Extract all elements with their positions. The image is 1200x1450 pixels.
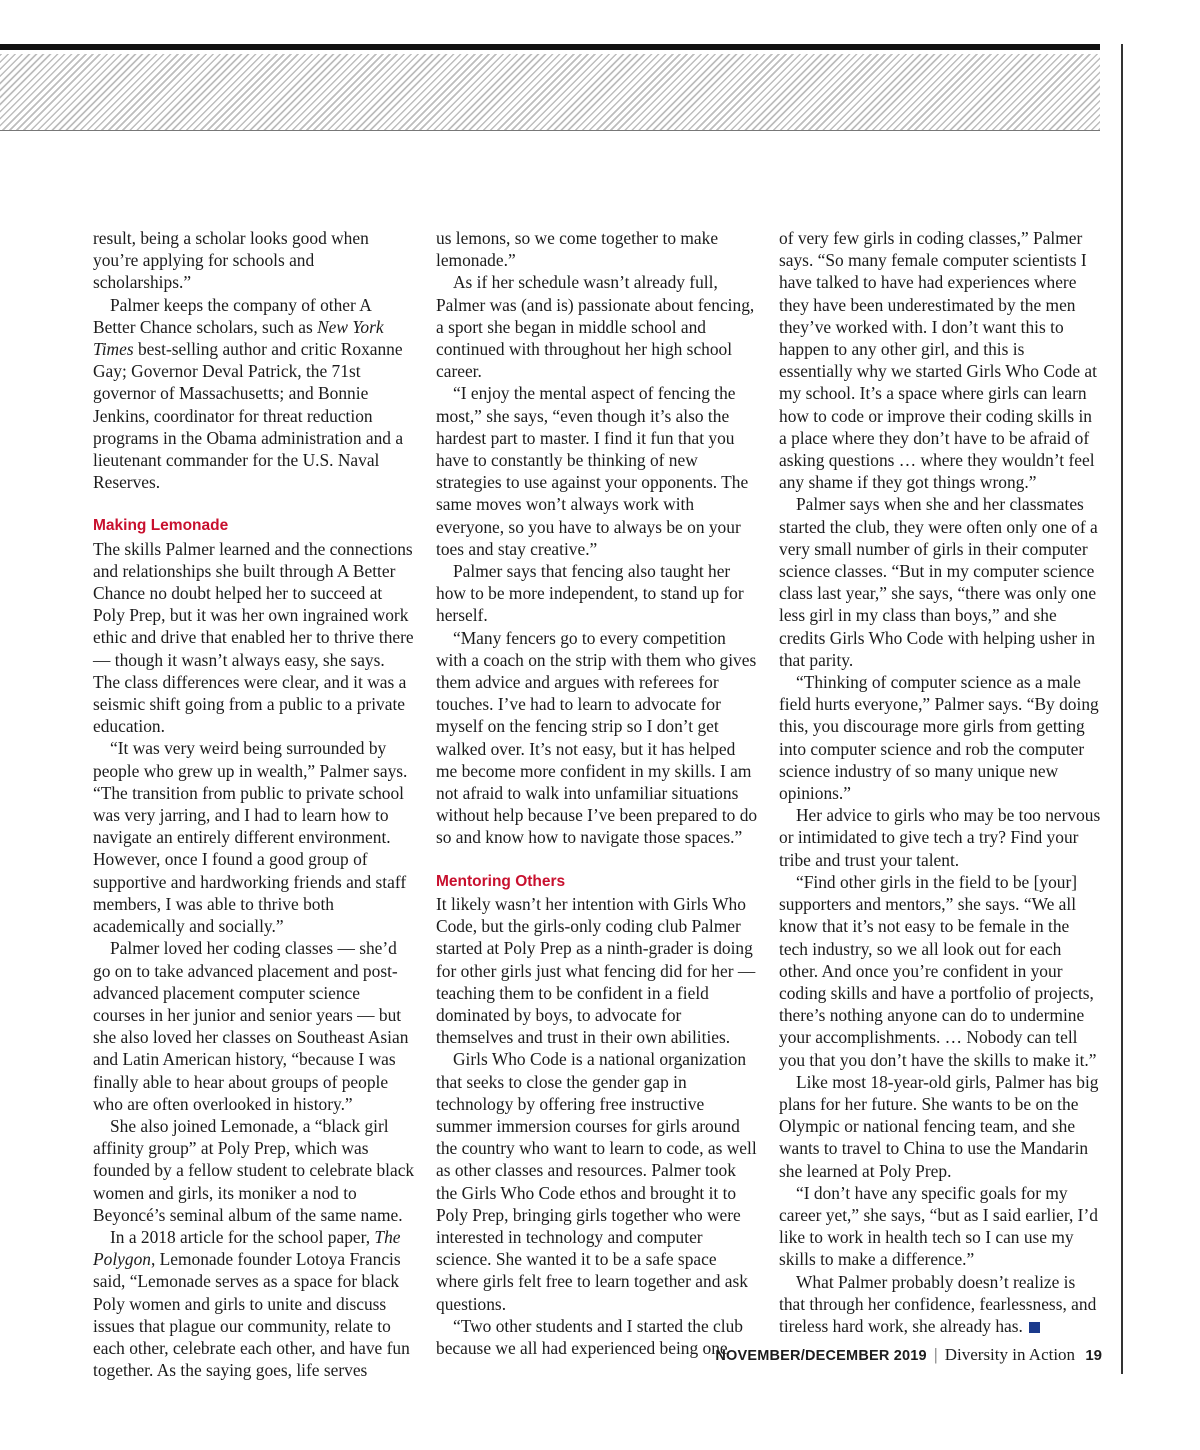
paragraph: of very few girls in coding classes,” Palmer says. “So many female computer scientists I have talked to have had experiences where they have been underestimated by the men they’ve worked with. I don’t want this to happen to any other girl, and this is essentially why we started Girls Who Code at my school. It’s a space where girls can learn how to code or improve their coding skills in a place where they don’t have to be afraid of asking questions … where they wouldn’t feel any shame if they got things wrong.” (779, 228, 1097, 493)
text-run: Palmer keeps the company of other A Better Chance scholars, such as (93, 294, 371, 337)
issue-date: NOVEMBER/DECEMBER 2019 (715, 1348, 927, 1364)
paragraph: Palmer says when she and her classmates started the club, they were often only one of a very small number of girls in their computer science classes. “But in my computer science class last year,” she says, “there was only one less girl in my class than boys,” and she credits Girls Who Code with helping usher in that parity. (779, 494, 1098, 670)
paragraph: It likely wasn’t her intention with Girls Who Code, but the girls-only coding club Palmer started at Poly Prep as a ninth-grader is doing for other girls just what fencing did for her — teaching them to be confident in a field dominated by boys, to advocate for themselves and trust in their own abilities. (436, 893, 756, 1048)
paragraph: “I enjoy the mental aspect of fencing the most,” she says, “even though it’s also the hardest part to master. I find it fun that you have to constantly be thinking of new strategies to use against your opponents. The same moves won’t always work with everyone, so you have to always be on your toes and stay creative.” (436, 383, 749, 559)
end-of-article-square-icon (1029, 1322, 1040, 1333)
italic-title: The Polygon (93, 1226, 401, 1270)
text-run: In a 2018 article for the school paper, (110, 1226, 375, 1247)
paragraph: “It was very weird being surrounded by people who grew up in wealth,” Palmer says. “The transition from public to private school was very jarring, and I had to learn how to navigate an entirely different environment. However, once I found a good group of supportive and hardworking friends and staff members, I was able to thrive both academically and socially.” (93, 738, 408, 937)
magazine-name: Diversity in Action (944, 1345, 1076, 1364)
paragraph: As if her schedule wasn’t already full, Palmer was (and is) passionate about fencing, a sport she began in middle school and continued with throughout her high school career. (436, 272, 755, 382)
paragraph: “Find other girls in the field to be [your] supporters and mentors,” she says. “We all know that it’s not easy to be female in the tech industry, so we all look out for each other. And once you’re confident in your coding skills and have a portfolio of projects, there’s nothing anyone can do to undermine your accomplishments. … Nobody can tell you that you don’t have the skills to make it.” (779, 871, 1097, 1070)
paragraph (93, 1226, 415, 1381)
header-hatch-band (0, 54, 1100, 131)
section-heading-making-lemonade: Making Lemonade (93, 517, 229, 535)
text-run: best-selling author and critic Roxanne Gay; Governor Deval Patrick, the 71st governor of Massachusetts; and Bonnie Jenkins, coordinator for threat reduction programs in the Obama administration and a lieutenant commander for the U.S. Naval Reserves. (93, 339, 404, 493)
paragraph: “Thinking of computer science as a male field hurts everyone,” Palmer says. “By doing this, you discourage more girls from getting into computer science and rob the computer science industry of so many unique new opinions.” (779, 672, 1099, 804)
text-run: What Palmer probably doesn’t realize is that through her confidence, fearlessness, and tireless hard work, she already has. (779, 1271, 1097, 1336)
paragraph: us lemons, so we come together to make lemonade.” (436, 228, 719, 271)
paragraph (779, 1271, 1101, 1338)
paragraph: Like most 18-year-old girls, Palmer has big plans for her future. She wants to be on the Olympic or national fencing team, and she wants to travel to China to use the Mandarin she learned at Poly Prep. (779, 1071, 1099, 1181)
paragraph: Palmer says that fencing also taught her how to be more independent, to stand up for herself. (436, 561, 744, 626)
italic-title: New York Times (93, 316, 384, 360)
paragraph: The skills Palmer learned and the connections and relationships she built through A Better Chance no doubt helped her to succeed at Poly Prep, but it was her own ingrained work ethic and drive that enabled her to thrive there — though it wasn’t always easy, she says. The class differences were clear, and it was a seismic shift going from a public to a private education. (93, 538, 414, 737)
column-2 (436, 227, 758, 1359)
page-footer (715, 1344, 1102, 1367)
paragraph: Girls Who Code is a national organization that seeks to close the gender gap in technology by offering free instructive summer immersion courses for girls around the country who want to learn to code, as well as other classes and resources. Palmer took the Girls Who Code ethos and brought it to Poly Prep, bringing girls together who were interested in technology and computer science. She wanted it to be a safe space where girls felt free to learn together and ask questions. (436, 1049, 757, 1314)
section-heading-mentoring-others: Mentoring Others (436, 872, 566, 890)
column-1 (93, 227, 415, 1381)
paragraph: “Many fencers go to every competition with a coach on the strip with them who gives them advice and argues with referees for touches. I’ve had to learn to advocate for myself on the fencing strip so I don’t get walked over. It’s not easy, but it has helped me become more confident in my skills. I am not afraid to walk into unfamiliar situations without help because I’ve been prepared to do so and know how to navigate those spaces.” (436, 627, 758, 848)
text-run: , Lemonade founder Lotoya Francis said, “Lemonade serves as a space for black Poly women and girls to unite and discuss issues that plague our community, relate to each other, celebrate each other, and have fun together. As the saying goes, life serves (93, 1249, 410, 1381)
paragraph: result, being a scholar looks good when you’re applying for schools and scholarships.” (93, 228, 369, 293)
footer-separator: | (934, 1345, 938, 1364)
paragraph: “Two other students and I started the club because we all had experienced being one (436, 1315, 743, 1358)
paragraph: Her advice to girls who may be too nervous or intimidated to give tech a try? Find your tribe and trust your talent. (779, 805, 1101, 870)
paragraph: She also joined Lemonade, a “black girl affinity group” at Poly Prep, which was founded by a fellow student to celebrate black women and girls, its moniker a nod to Beyoncé’s seminal album of the same name. (93, 1115, 415, 1225)
top-rule (0, 44, 1100, 50)
paragraph: Palmer loved her coding classes — she’d go on to take advanced placement and post-advanced placement computer science courses in her junior and senior years — but she also loved her classes on Southeast Asian and Latin American history, “because I was finally able to hear about groups of people who are often overlooked in history.” (93, 938, 409, 1114)
column-3 (779, 227, 1101, 1337)
paragraph (93, 294, 415, 494)
right-margin-rule (1121, 44, 1123, 1374)
page-number: 19 (1085, 1347, 1102, 1364)
paragraph: “I don’t have any specific goals for my career yet,” she says, “but as I said earlier, I’d like to work in health tech so I can use my skills to make a difference.” (779, 1182, 1098, 1270)
